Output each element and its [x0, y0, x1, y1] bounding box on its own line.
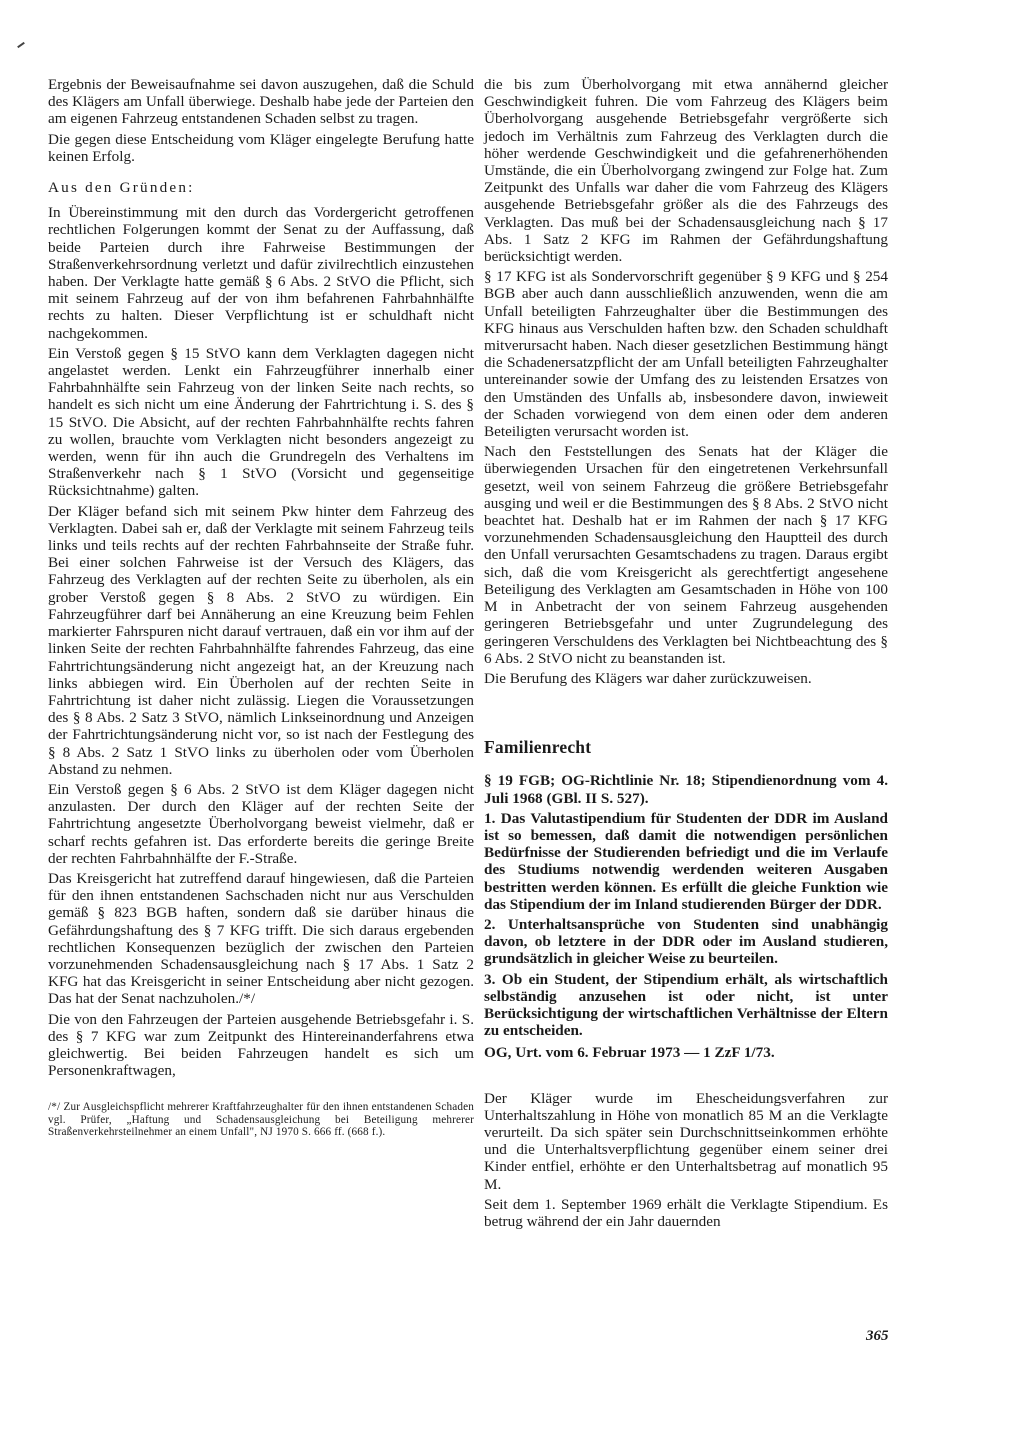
guiding-principle: 1. Das Valutastipendium für Studenten der DDR im Ausland ist so bemessen, daß damit die notwendigen persönlichen Bedürfnisse der Studierenden befriedigt und die im Verlaufe des Studiums notwendig werdenden weiteren Ausgaben bestritten werden können. Es erfüllt die gleiche Funktion wie das Stipendium der im Inland studierenden Bürger der DDR.	[484, 809, 888, 913]
right-column	[484, 76, 888, 1233]
intro-paragraph: Ergebnis der Beweisaufnahme sei davon auszugehen, daß die Schuld des Klägers am Unfall überwiege. Deshalb habe jede der Parteien den am eigenen Fahrzeug entstandenen Schaden selbst zu tragen.	[48, 76, 474, 128]
guiding-principle: 2. Unterhaltsansprüche von Studenten sind unabhängig davon, ob letztere in der DDR oder im Ausland studieren, grundsätzlich in gleicher Weise zu beurteilen.	[484, 915, 888, 968]
body-paragraph: die bis zum Überholvorgang mit etwa annähernd gleicher Geschwindigkeit fuhren. Die vom Fahrzeug des Klägers beim Überholvorgang ausgehende Betriebsgefahr vergrößerte sich jedoch im Verhältnis zum Fahrzeug des Verklagten durch die höher werdende Geschwindigkeit und die gefahrenerhöhenden Umstände, die ein Überholvorgang zwingend zur Folge hat. Zum Zeitpunkt des Unfalls war daher die vom Fahrzeug des Klägers ausgehende Betriebsgefahr größer als die des Fahrzeugs des Verklagten. Das muß bei der Schadensausgleichung nach § 17 Abs. 1 Satz 2 KFG im Rahmen der Gefährdungshaftung berücksichtigt werden.	[484, 76, 888, 266]
body-paragraph: Die von den Fahrzeugen der Parteien ausgehende Betriebsgefahr i. S. des § 7 KFG war zum Zeitpunkt des Hintereinanderfahrens etwa gleichwertig. Bei beiden Fahrzeugen handelt es sich um Personenkraftwagen,	[48, 1010, 474, 1080]
intro-paragraph: Die gegen diese Entscheidung vom Kläger eingelegte Berufung hatte keinen Erfolg.	[48, 130, 474, 165]
scan-mark	[17, 42, 25, 48]
body-paragraph: § 17 KFG ist als Sondervorschrift gegenüber § 9 KFG und § 254 BGB aber auch dann ausschließlich anzuwenden, wenn die am Unfall beteiligten Fahrzeughalter über die Bestimmungen des KFG hinaus aus Verschulden haften bzw. den Schaden schuldhaft mitverursacht haben. Nach dieser gesetzlichen Bestimmung hängt die Schadenersatzpflicht der am Unfall beteiligten Fahrzeughalter untereinander sowie der Umfang des zu leistenden Ersatzes von den Umständen des Unfalls ab, insbesondere davon, inwieweit der Schaden vorwiegend von dem einen oder dem anderen Beteiligten verursacht worden ist.	[484, 268, 888, 441]
body-paragraph: Nach den Feststellungen des Senats hat der Kläger die überwiegenden Ursachen für den eingetretenen Verkehrsunfall gesetzt, weil von seinem Fahrzeug die größere Betriebsgefahr ausging und weil er die Bestimmungen des § 8 Abs. 2 StVO nicht beachtet hat. Deshalb hat er im Rahmen der nach § 17 KFG vorzunehmenden Schadensausgleichung den Hauptteil des durch den Unfall verursachten Gesamtschadens zu tragen. Daraus ergibt sich, daß die vom Kreisgericht als gerechtfertigt angesehene Beteiligung des Verklagten am Gesamtschaden in Höhe von 100 M in Anbetracht der von seinem Fahrzeug ausgehenden geringeren Betriebsgefahr und unter Zugrundelegung des geringeren Verschuldens des Verklagten bei Nichtbeachtung des § 6 Abs. 2 StVO nicht zu beanstanden ist.	[484, 443, 888, 667]
guiding-principle: 3. Ob ein Student, der Stipendium erhält, als wirtschaftlich selbständig anzusehen ist oder nicht, ist unter Berücksichtigung der wirtschaftlichen Verhältnisse der Eltern zu entscheiden.	[484, 970, 888, 1040]
page-number: 365	[866, 1328, 889, 1344]
footnote: /*/ Zur Ausgleichspflicht mehrerer Kraftfahrzeughalter für den ihnen entstandenen Schaden vgl. Prüfer, „Haftung und Schadensausgleichung bei Beteiligung mehrerer Straßenverkehrsteilnehmer an einem Unfall", NJ 1970 S. 666 ff. (668 f.).	[48, 1101, 474, 1139]
body-paragraph: Die Berufung des Klägers war daher zurückzuweisen.	[484, 669, 812, 687]
court-reference: OG, Urt. vom 6. Februar 1973 — 1 ZzF 1/73.	[484, 1044, 775, 1062]
body-paragraph: Seit dem 1. September 1969 erhält die Verklagte Stipendium. Es betrug während der ein Jahr dauernden	[484, 1195, 888, 1230]
body-paragraph: Der Kläger wurde im Ehescheidungsverfahren zur Unterhaltszahlung in Höhe von monatlich 85 M an die Verklagte verurteilt. Da sich später sein Durchschnittseinkommen erhöhte und die Unterhaltsverpflichtung gegenüber einem seiner drei Kinder entfiel, erhöhte er den Unterhaltsbetrag auf monatlich 95 M.	[484, 1089, 888, 1193]
reasons-heading: Aus den Gründen:	[48, 179, 195, 197]
body-paragraph: In Übereinstimmung mit den durch das Vordergericht getroffenen rechtlichen Folgerungen kommt der Senat zu der Auffassung, daß beide Parteien durch ihre Fahrweise Bestimmungen der Straßenverkehrsordnung verletzt und dafür zivilrechtlich einzustehen haben. Der Verklagte hatte gemäß § 6 Abs. 2 StVO die Pflicht, sich mit seinem Fahrzeug auf der von ihm befahrenen Fahrbahnhälfte rechts zu halten. Dieser Verpflichtung ist er schuldhaft nicht nachgekommen.	[48, 204, 474, 342]
section-heading: Familienrecht	[484, 737, 592, 758]
body-paragraph: Ein Verstoß gegen § 15 StVO kann dem Verklagten dagegen nicht angelastet werden. Lenkt ein Fahrzeugführer innerhalb einer Fahrbahnhälfte sein Fahrzeug von der linken Seite nach rechts, so handelt es sich nicht um eine Änderung der Fahrtrichtung i. S. des § 15 StVO. Die Absicht, auf der rechten Fahrbahnhälfte rechts fahren zu wollen, brauchte vom Verklagten nicht besonders angezeigt zu werden, wenn für ihn auch die Grundregeln des Verhaltens im Straßenverkehr nach § 1 StVO (Vorsicht und gegenseitige Rücksichtnahme) galten.	[48, 344, 474, 500]
body-paragraph: Der Kläger befand sich mit seinem Pkw hinter dem Fahrzeug des Verklagten. Dabei sah er, daß der Verklagte mit seinem Fahrzeug teils links und teils rechts auf der rechten Fahrbahnseite der Straße fuhr. Bei einer solchen Fahrweise ist der Versuch des Klägers, das Fahrzeug des Verklagten auf der rechten Seite zu überholen, als ein grober Verstoß gegen § 8 Abs. 2 StVO zu würdigen. Ein Fahrzeugführer darf bei Annäherung an eine Kreuzung beim Fehlen markierter Fahrspuren nicht darauf vertrauen, daß ein vor ihm auf der linken Seite der rechten Fahrbahnhälfte fahrendes Fahrzeug, das eine Fahrtrichtungsänderung nicht angezeigt hat, an der Kreuzung nach links abbiegen wird. Ein Überholen auf der rechten Seite in Fahrtrichtung ist daher nicht zulässig. Liegen die Voraussetzungen des § 8 Abs. 2 Satz 3 StVO, nämlich Linkseinordnung und Anzeigen der Fahrtrichtungsänderung nicht vor, so ist nach der Festlegung des § 8 Abs. 2 Satz 1 StVO links zu überholen oder vom Überholen Abstand zu nehmen.	[48, 502, 474, 778]
body-paragraph: Das Kreisgericht hat zutreffend darauf hingewiesen, daß die Parteien für den ihnen entstandenen Sachschaden nicht nur aus Verschulden gemäß § 823 BGB haften, sondern daß sie darüber hinaus die Gefährdungshaftung des § 7 KFG trifft. Die sich daraus ergebenden rechtlichen Konsequenzen bezüglich der zwischen den Parteien vorzunehmenden Schadensausgleichung nach § 17 Abs. 1 Satz 2 KFG hat das Kreisgericht in seiner Entscheidung aber nicht gezogen. Das hat der Senat nachzuholen./*/	[48, 869, 474, 1008]
norms-line: § 19 FGB; OG-Richtlinie Nr. 18; Stipendienordnung vom 4. Juli 1968 (GBl. II S. 527).	[484, 772, 888, 807]
body-paragraph: Ein Verstoß gegen § 6 Abs. 2 StVO ist dem Kläger dagegen nicht anzulasten. Der durch den Kläger auf der rechten Seite der Fahrtrichtung angesetzte Überholvorgang beweist vielmehr, daß er scharf rechts gefahren ist. Das erforderte bereits die geringe Breite der rechten Fahrbahnhälfte der F.-Straße.	[48, 780, 474, 867]
left-column	[48, 76, 474, 1142]
